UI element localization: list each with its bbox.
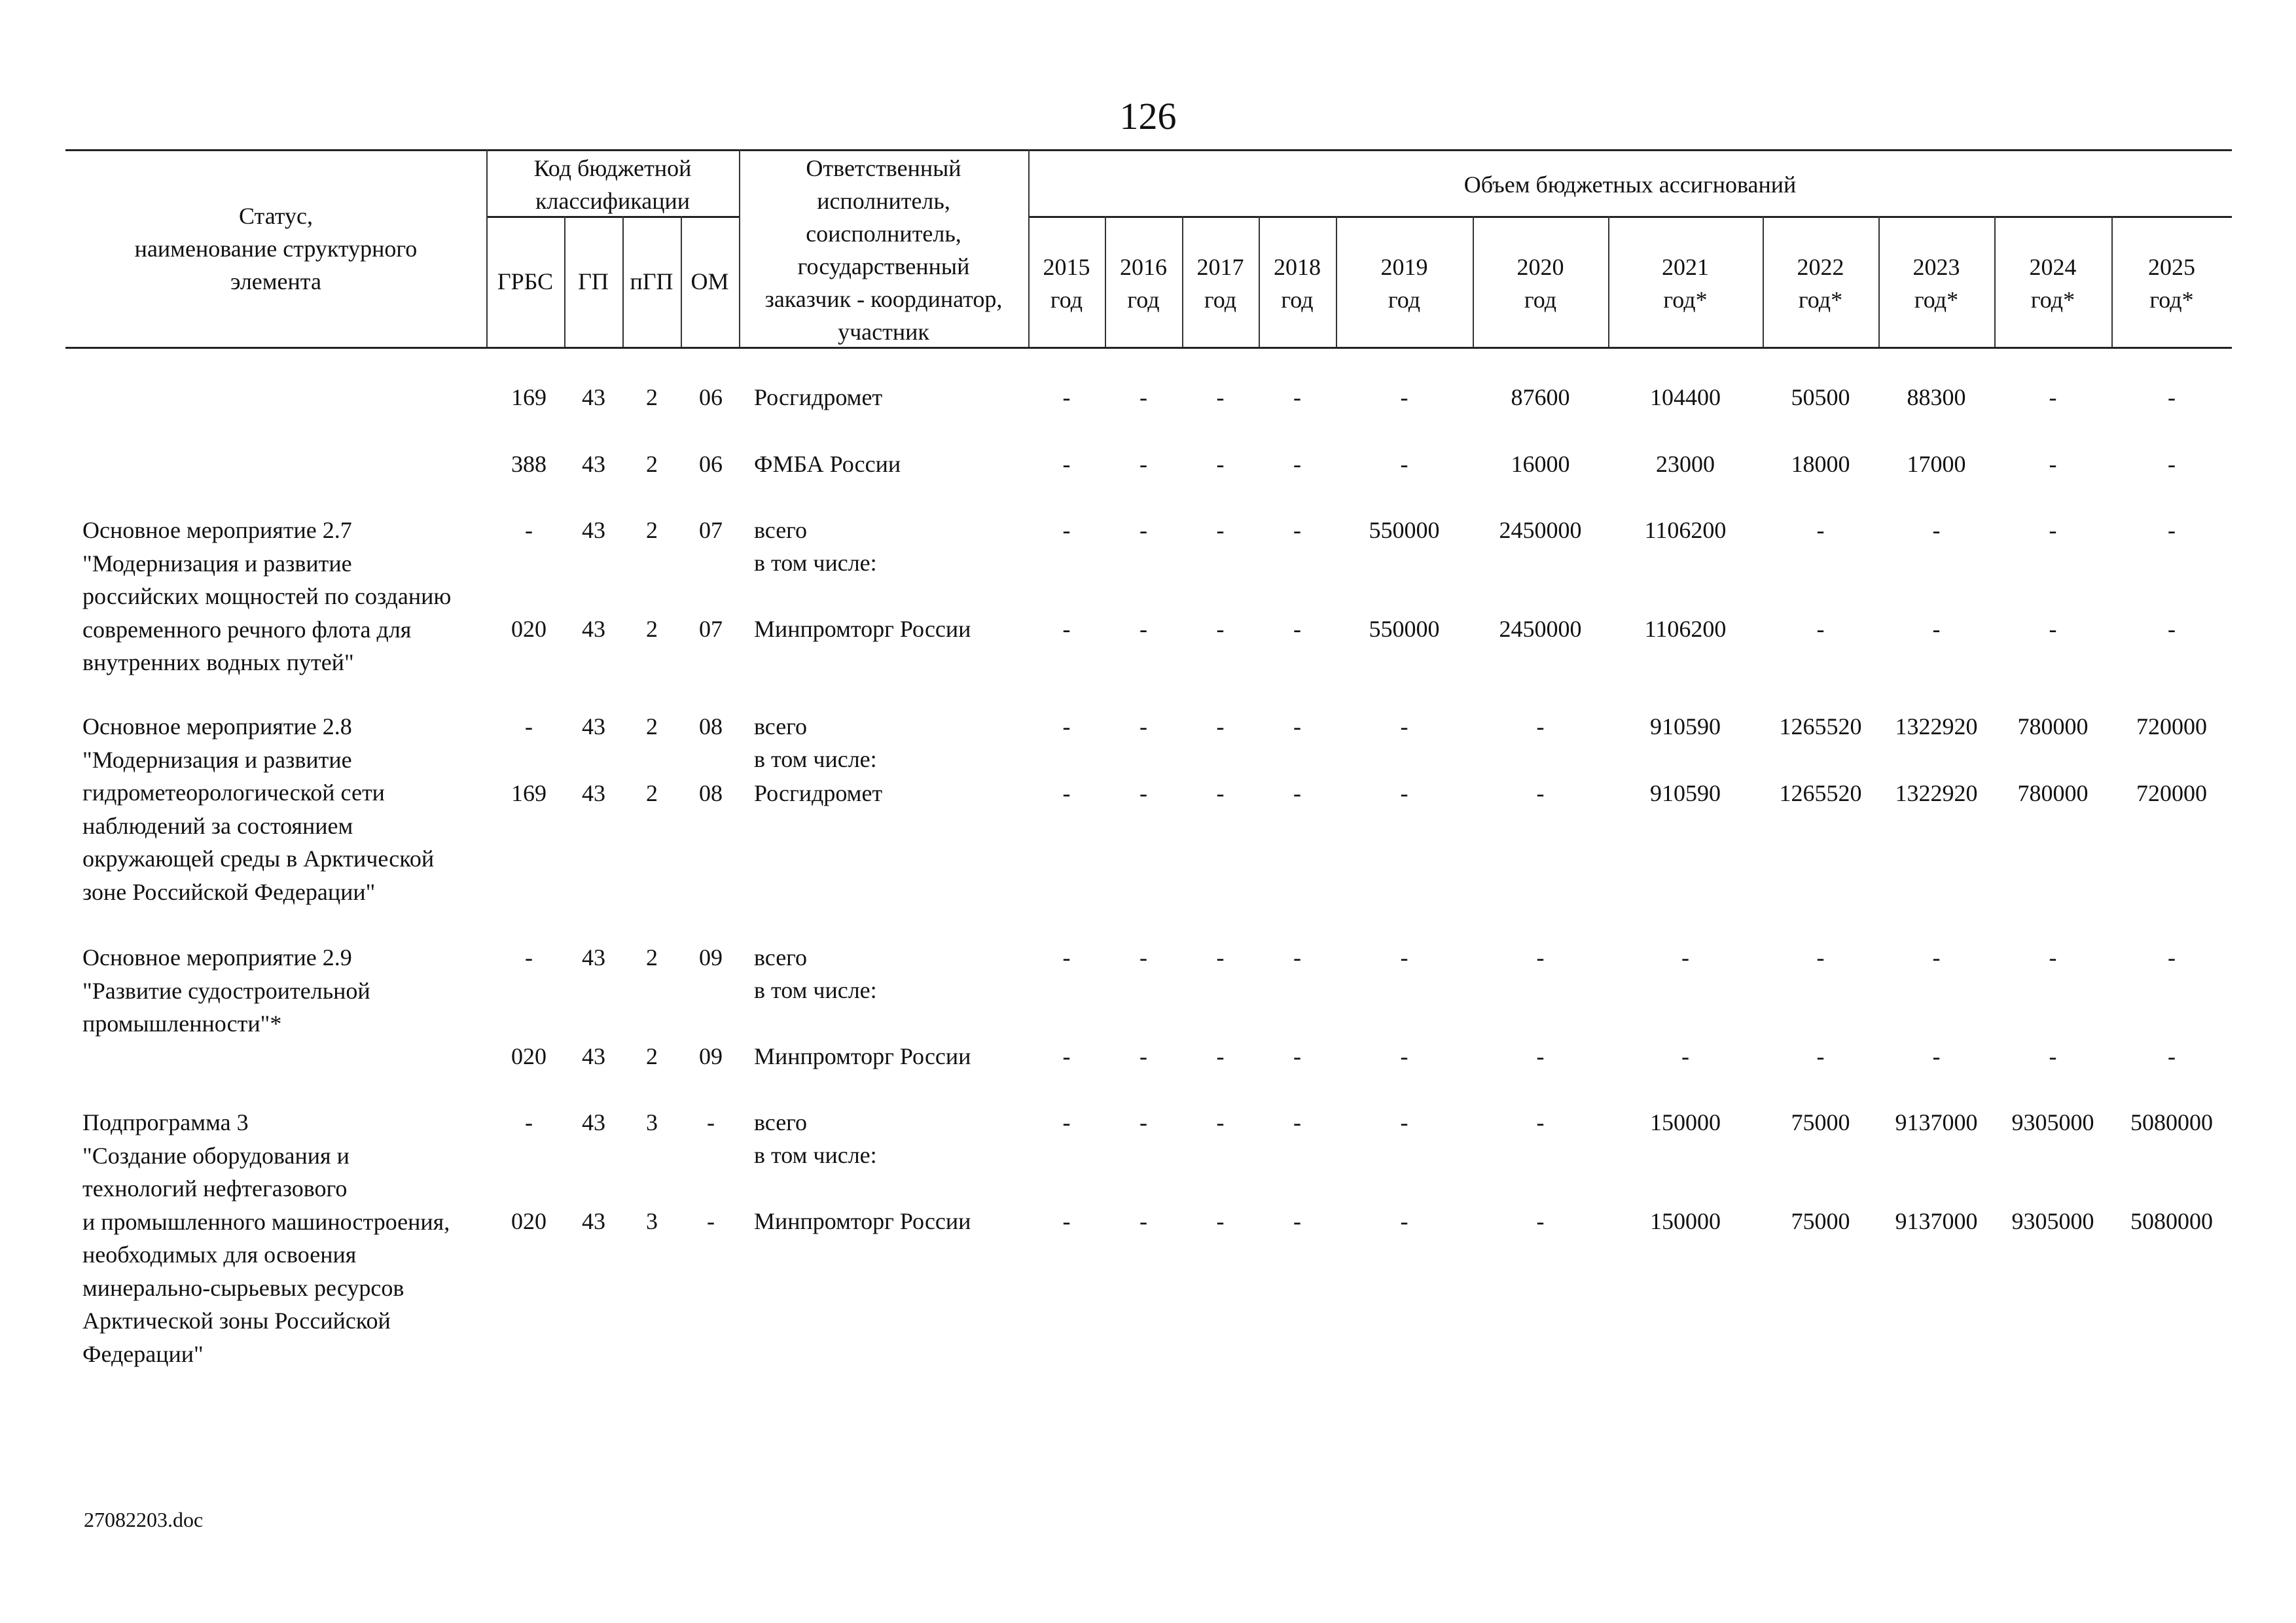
code-cell: 07 (699, 616, 723, 642)
amount-cell: - (1536, 713, 1545, 740)
amount-cell: 18000 (1791, 451, 1850, 477)
status-block: Основное мероприятие 2.7 "Модернизация и развитие российских мощностей по созданию современного речного флота для внутренних водных путей" (82, 517, 452, 675)
amount-cell: 780000 (2017, 713, 2089, 740)
code-cell: 43 (582, 780, 605, 806)
code-cell: 09 (699, 944, 723, 971)
amount-cell: - (1293, 451, 1301, 477)
pgp-column-header: пГП (630, 268, 673, 294)
executor-cell: всего в том числе: (754, 713, 877, 772)
executor-cell: всего в том числе: (754, 944, 877, 1003)
kbk-column-header: Код бюджетной классификации (533, 155, 692, 214)
code-cell: 43 (582, 517, 605, 543)
executor-cell: ФМБА России (754, 451, 901, 477)
amount-cell: - (1932, 517, 1941, 543)
amount-cell: 1265520 (1779, 713, 1862, 740)
amount-cell: - (1816, 616, 1825, 642)
amount-cell: - (1216, 517, 1225, 543)
code-cell: 06 (699, 384, 723, 410)
code-cell: 388 (511, 451, 547, 477)
amount-cell: - (2168, 451, 2176, 477)
amount-cell: - (2049, 451, 2057, 477)
amount-cell: - (1216, 1043, 1225, 1069)
amount-cell: 1106200 (1644, 616, 1727, 642)
amount-cell: - (1536, 1109, 1545, 1135)
amount-cell: 910590 (1650, 780, 1721, 806)
amount-cell: - (1681, 1043, 1689, 1069)
code-cell: 2 (646, 384, 658, 410)
code-cell: 2 (646, 780, 658, 806)
amount-cell: 1106200 (1644, 517, 1727, 543)
amount-cell: 88300 (1907, 384, 1966, 410)
amount-cell: 910590 (1650, 713, 1721, 740)
code-cell: - (707, 1109, 715, 1135)
amount-cell: - (1216, 616, 1225, 642)
amount-cell: - (1816, 944, 1825, 971)
code-cell: - (525, 1109, 533, 1135)
amount-cell: - (1400, 780, 1408, 806)
amount-cell: - (1062, 451, 1071, 477)
amount-cell: 23000 (1656, 451, 1715, 477)
amount-cell: 16000 (1511, 451, 1570, 477)
amount-cell: - (1139, 1208, 1147, 1234)
executor-column-header: Ответственный исполнитель, соисполнитель, государственный заказчик - координатор, участник (764, 155, 1003, 345)
amount-cell: - (1536, 780, 1545, 806)
amount-cell: 75000 (1791, 1208, 1850, 1234)
amount-cell: - (1062, 1109, 1071, 1135)
amount-cell: 1265520 (1779, 780, 1862, 806)
amount-cell: 9305000 (2011, 1109, 2094, 1135)
amount-cell: 720000 (2136, 713, 2207, 740)
amount-cell: - (1062, 1043, 1071, 1069)
code-cell: 06 (699, 451, 723, 477)
amount-cell: - (1293, 1208, 1301, 1234)
amount-cell: - (1062, 1208, 1071, 1234)
amount-cell: - (1293, 384, 1301, 410)
amount-cell: - (1139, 1043, 1147, 1069)
amount-cell: 9137000 (1895, 1109, 1978, 1135)
code-cell: 43 (582, 1043, 605, 1069)
status-block: Подпрограмма 3 "Создание оборудования и технологий нефтегазового и промышленного машиностроения, необходимых для освоения минерально-сырьевых ресурсов Арктической зоны Российской Федерации" (82, 1109, 450, 1367)
amount-cell: 2450000 (1499, 517, 1582, 543)
status-block: Основное мероприятие 2.8 "Модернизация и развитие гидрометеорологической сети наблюдений за состоянием окружающей среды в Арктической зоне Российской Федерации" (82, 713, 435, 905)
amount-cell: - (1139, 713, 1147, 740)
amount-cell: - (1216, 1208, 1225, 1234)
code-cell: 169 (511, 780, 547, 806)
code-cell: 3 (646, 1208, 658, 1234)
amount-cell: - (1536, 944, 1545, 971)
amount-cell: - (1681, 944, 1689, 971)
amount-cell: - (1216, 384, 1225, 410)
amount-cell: - (1293, 1109, 1301, 1135)
grbs-column-header: ГРБС (497, 268, 554, 294)
amount-cell: 50500 (1791, 384, 1850, 410)
executor-cell: всего в том числе: (754, 517, 877, 576)
amount-cell: 150000 (1650, 1109, 1721, 1135)
amount-cell: 17000 (1907, 451, 1966, 477)
code-cell: 169 (511, 384, 547, 410)
year-column-header: 2015 год (1043, 254, 1090, 313)
amount-cell: - (1139, 1109, 1147, 1135)
amount-cell: - (1216, 451, 1225, 477)
code-cell: 2 (646, 713, 658, 740)
amount-cell: 150000 (1650, 1208, 1721, 1234)
amount-cell: - (1816, 1043, 1825, 1069)
amount-cell: 550000 (1369, 517, 1440, 543)
amount-cell: - (2168, 517, 2176, 543)
year-column-header: 2018 год (1274, 254, 1321, 313)
executor-cell: Росгидромет (754, 780, 883, 806)
amount-cell: - (2168, 616, 2176, 642)
amount-cell: 87600 (1511, 384, 1570, 410)
year-column-header: 2022 год* (1797, 254, 1844, 313)
amount-cell: - (1062, 944, 1071, 971)
amount-cell: - (1293, 713, 1301, 740)
code-cell: 2 (646, 616, 658, 642)
amount-cell: - (2049, 517, 2057, 543)
code-cell: 43 (582, 451, 605, 477)
code-cell: 43 (582, 1109, 605, 1135)
amount-cell: - (1139, 384, 1147, 410)
amount-cell: 780000 (2017, 780, 2089, 806)
amount-cell: - (1062, 713, 1071, 740)
code-cell: 020 (511, 616, 547, 642)
code-cell: 2 (646, 944, 658, 971)
year-column-header: 2023 год* (1912, 254, 1960, 313)
amount-cell: - (1400, 944, 1408, 971)
amount-cell: - (2049, 616, 2057, 642)
executor-cell: Минпромторг России (754, 616, 971, 642)
amount-cell: - (1293, 616, 1301, 642)
amount-cell: - (1293, 1043, 1301, 1069)
amount-cell: - (1816, 517, 1825, 543)
amount-cell: 104400 (1650, 384, 1721, 410)
amount-cell: - (1216, 944, 1225, 971)
code-cell: 2 (646, 1043, 658, 1069)
document-footer: 27082203.doc (84, 1508, 204, 1531)
code-cell: 08 (699, 780, 723, 806)
amount-cell: - (1216, 780, 1225, 806)
amount-cell: - (2168, 944, 2176, 971)
executor-cell: Минпромторг России (754, 1208, 971, 1234)
amount-cell: - (1536, 1208, 1545, 1234)
code-cell: 43 (582, 944, 605, 971)
status-column-header: Статус, наименование структурного элемента (134, 203, 418, 294)
amount-cell: - (1062, 384, 1071, 410)
amount-cell: - (1400, 451, 1408, 477)
amount-cell: - (1293, 517, 1301, 543)
amount-cell: - (1400, 713, 1408, 740)
amount-cell: - (1400, 384, 1408, 410)
om-column-header: ОМ (691, 268, 729, 294)
amount-cell: - (1932, 944, 1941, 971)
amount-cell: - (1139, 944, 1147, 971)
code-cell: 2 (646, 517, 658, 543)
amount-cell: - (1139, 780, 1147, 806)
amount-cell: - (1400, 1043, 1408, 1069)
amount-cell: 75000 (1791, 1109, 1850, 1135)
amount-cell: - (2049, 944, 2057, 971)
year-column-header: 2017 год (1196, 254, 1244, 313)
amount-cell: - (1139, 616, 1147, 642)
amount-cell: - (1400, 1109, 1408, 1135)
amount-cell: - (1216, 1109, 1225, 1135)
amount-cell: - (1216, 713, 1225, 740)
status-block: Основное мероприятие 2.9 "Развитие судостроительной промышленности"* (82, 944, 370, 1037)
amount-cell: - (1062, 780, 1071, 806)
code-cell: - (525, 944, 533, 971)
code-cell: - (525, 713, 533, 740)
year-column-header: 2019 год (1380, 254, 1428, 313)
amount-cell: - (1400, 1208, 1408, 1234)
amount-cell: - (1293, 780, 1301, 806)
header-bottom-rule (65, 347, 2232, 349)
year-column-header: 2025 год* (2148, 254, 2195, 313)
amount-cell: 5080000 (2130, 1208, 2213, 1234)
code-cell: 020 (511, 1208, 547, 1234)
code-cell: 07 (699, 517, 723, 543)
year-header-rule (1028, 216, 2232, 218)
amount-cell: - (2168, 1043, 2176, 1069)
amount-cell: - (1139, 517, 1147, 543)
amount-cell: 1322920 (1895, 713, 1978, 740)
code-cell: 2 (646, 451, 658, 477)
amount-cell: - (2049, 384, 2057, 410)
year-column-header: 2021 год* (1662, 254, 1709, 313)
amount-cell: 5080000 (2130, 1109, 2213, 1135)
amount-cell: - (1293, 944, 1301, 971)
volume-column-header: Объем бюджетных ассигнований (1463, 171, 1797, 198)
amount-cell: - (1932, 616, 1941, 642)
code-cell: 08 (699, 713, 723, 740)
year-column-header: 2016 год (1120, 254, 1167, 313)
amount-cell: 720000 (2136, 780, 2207, 806)
code-cell: 09 (699, 1043, 723, 1069)
amount-cell: - (1062, 517, 1071, 543)
amount-cell: - (1932, 1043, 1941, 1069)
code-cell: 43 (582, 713, 605, 740)
code-cell: 020 (511, 1043, 547, 1069)
table-top-rule (65, 149, 2232, 151)
amount-cell: - (2168, 384, 2176, 410)
code-cell: - (707, 1208, 715, 1234)
page-number: 126 (1119, 95, 1177, 137)
amount-cell: - (2049, 1043, 2057, 1069)
amount-cell: 550000 (1369, 616, 1440, 642)
code-cell: - (525, 517, 533, 543)
executor-cell: всего в том числе: (754, 1109, 877, 1168)
executor-cell: Росгидромет (754, 384, 883, 410)
amount-cell: - (1139, 451, 1147, 477)
amount-cell: 9305000 (2011, 1208, 2094, 1234)
amount-cell: 1322920 (1895, 780, 1978, 806)
amount-cell: 2450000 (1499, 616, 1582, 642)
code-cell: 43 (582, 384, 605, 410)
amount-cell: - (1536, 1043, 1545, 1069)
executor-cell: Минпромторг России (754, 1043, 971, 1069)
gp-column-header: ГП (578, 268, 609, 294)
code-cell: 3 (646, 1109, 658, 1135)
amount-cell: - (1062, 616, 1071, 642)
amount-cell: 9137000 (1895, 1208, 1978, 1234)
year-column-header: 2020 год (1516, 254, 1564, 313)
year-column-header: 2024 год* (2029, 254, 2077, 313)
code-cell: 43 (582, 616, 605, 642)
code-cell: 43 (582, 1208, 605, 1234)
